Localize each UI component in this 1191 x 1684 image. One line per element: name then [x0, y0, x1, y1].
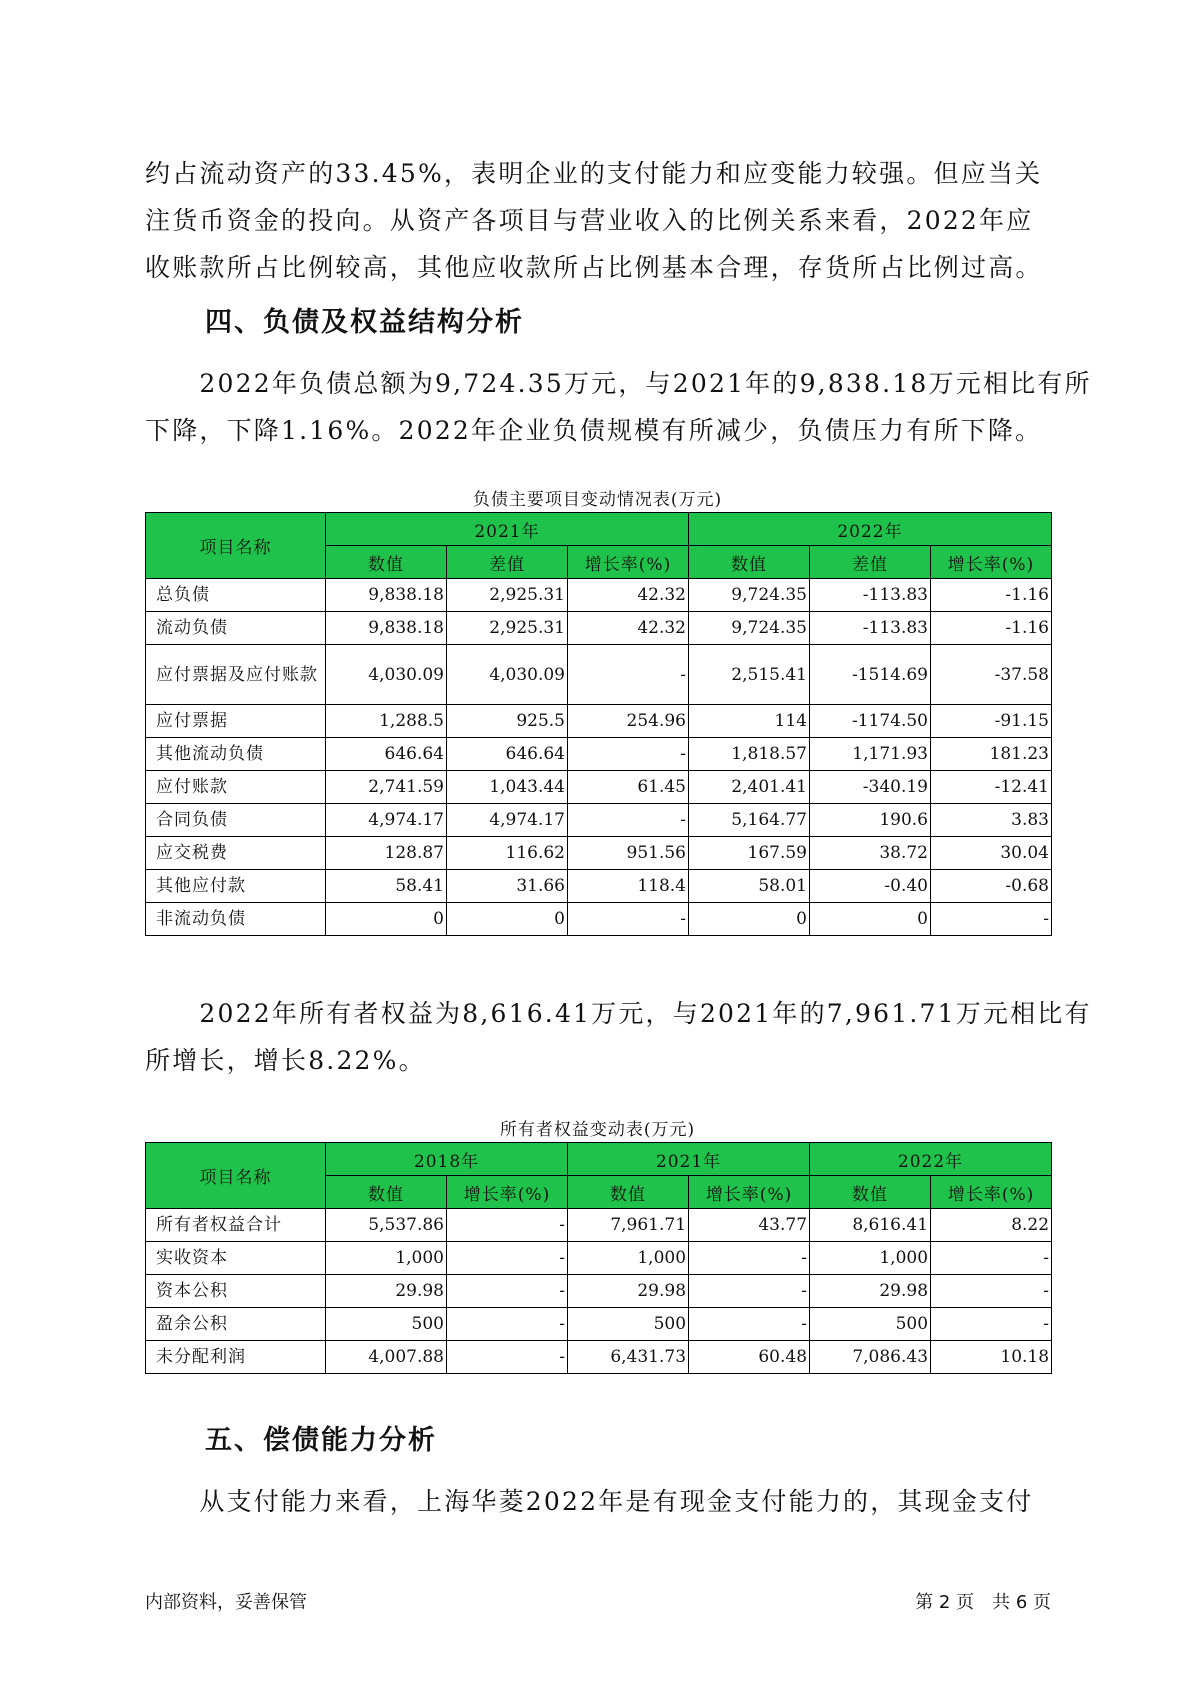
liability-table-body — [146, 579, 1052, 936]
equity-summary-paragraph — [145, 990, 1092, 1084]
paragraph-line: 2022年负债总额为9,724.35万元，与2021年的9,838.18万元相比有所 — [145, 369, 1092, 398]
table-cell: 1,000 — [810, 1242, 931, 1275]
table-cell: 6,431.73 — [568, 1341, 689, 1374]
table-cell: - — [568, 738, 689, 771]
table-row — [146, 738, 1052, 771]
table-cell: - — [447, 1242, 568, 1275]
table-cell: 1,818.57 — [689, 738, 810, 771]
table-row — [146, 1341, 1052, 1374]
table-cell: 9,838.18 — [326, 579, 447, 612]
paragraph-line: 2022年所有者权益为8,616.41万元，与2021年的7,961.71万元相比有 — [145, 999, 1092, 1028]
table-cell: 58.41 — [326, 870, 447, 903]
row-label: 应交税费 — [146, 837, 326, 870]
table-cell: -113.83 — [810, 579, 931, 612]
table-cell: - — [689, 1275, 810, 1308]
table-cell: - — [447, 1275, 568, 1308]
intro-paragraph — [145, 150, 1045, 291]
table-cell: 1,043.44 — [447, 771, 568, 804]
row-label: 盈余公积 — [146, 1308, 326, 1341]
row-label: 其他流动负债 — [146, 738, 326, 771]
row-label: 未分配利润 — [146, 1341, 326, 1374]
table-row — [146, 903, 1052, 936]
table-cell: 1,000 — [568, 1242, 689, 1275]
table-row — [146, 870, 1052, 903]
item-name-header: 项目名称 — [146, 513, 326, 579]
sub-header: 增长率(%) — [689, 1176, 810, 1209]
table-row — [146, 645, 1052, 705]
sub-header: 差值 — [810, 546, 931, 579]
solvency-paragraph — [145, 1478, 1045, 1525]
table-cell: 42.32 — [568, 579, 689, 612]
table-cell: 31.66 — [447, 870, 568, 903]
table-cell: 8.22 — [931, 1209, 1052, 1242]
sub-header: 增长率(%) — [447, 1176, 568, 1209]
table-cell: 0 — [326, 903, 447, 936]
table-cell: 3.83 — [931, 804, 1052, 837]
equity-table — [145, 1142, 1052, 1374]
table-cell: - — [689, 1308, 810, 1341]
table-cell: 60.48 — [689, 1341, 810, 1374]
table-cell: - — [568, 645, 689, 705]
table-row — [146, 705, 1052, 738]
table-cell: 5,164.77 — [689, 804, 810, 837]
row-label: 应付票据 — [146, 705, 326, 738]
table-cell: 2,515.41 — [689, 645, 810, 705]
table-cell: - — [931, 1308, 1052, 1341]
sub-header: 增长率(%) — [931, 546, 1052, 579]
table-cell: 254.96 — [568, 705, 689, 738]
table-row — [146, 804, 1052, 837]
table-cell: 5,537.86 — [326, 1209, 447, 1242]
liability-table — [145, 512, 1052, 936]
table-cell: 0 — [447, 903, 568, 936]
table-row — [146, 1275, 1052, 1308]
table-cell: 10.18 — [931, 1341, 1052, 1374]
sub-header: 数值 — [689, 546, 810, 579]
table-cell: 8,616.41 — [810, 1209, 931, 1242]
table-cell: 9,724.35 — [689, 579, 810, 612]
table-cell: 29.98 — [326, 1275, 447, 1308]
sub-header: 数值 — [810, 1176, 931, 1209]
table-cell: - — [447, 1209, 568, 1242]
footer-page-number: 第 2 页 共 6 页 — [915, 1592, 1051, 1613]
table-cell: 29.98 — [810, 1275, 931, 1308]
sub-header: 增长率(%) — [931, 1176, 1052, 1209]
sub-header: 数值 — [326, 1176, 447, 1209]
table-row — [146, 612, 1052, 645]
table-cell: 500 — [810, 1308, 931, 1341]
table-cell: 4,030.09 — [447, 645, 568, 705]
table-cell: - — [931, 1242, 1052, 1275]
year-header: 2021年 — [326, 513, 689, 546]
table-cell: 9,724.35 — [689, 612, 810, 645]
table-cell: -1.16 — [931, 579, 1052, 612]
row-label: 流动负债 — [146, 612, 326, 645]
table-row — [146, 837, 1052, 870]
table-cell: 951.56 — [568, 837, 689, 870]
table-cell: -1174.50 — [810, 705, 931, 738]
row-label: 其他应付款 — [146, 870, 326, 903]
table-cell: 0 — [810, 903, 931, 936]
row-label: 实收资本 — [146, 1242, 326, 1275]
table-cell: - — [568, 804, 689, 837]
table-cell: -0.40 — [810, 870, 931, 903]
table-cell: 0 — [689, 903, 810, 936]
item-name-header: 项目名称 — [146, 1143, 326, 1209]
sub-header: 增长率(%) — [568, 546, 689, 579]
table-cell: 4,030.09 — [326, 645, 447, 705]
table-cell: 7,086.43 — [810, 1341, 931, 1374]
table-row — [146, 1242, 1052, 1275]
table-cell: 61.45 — [568, 771, 689, 804]
table-cell: 190.6 — [810, 804, 931, 837]
table-cell: -1.16 — [931, 612, 1052, 645]
table-cell: 2,925.31 — [447, 579, 568, 612]
table-cell: - — [447, 1308, 568, 1341]
table-cell: 118.4 — [568, 870, 689, 903]
table-cell: - — [447, 1341, 568, 1374]
table-row — [146, 579, 1052, 612]
row-label: 合同负债 — [146, 804, 326, 837]
table-row — [146, 771, 1052, 804]
sub-header: 数值 — [568, 1176, 689, 1209]
table-cell: 2,925.31 — [447, 612, 568, 645]
table-cell: 167.59 — [689, 837, 810, 870]
row-label: 应付账款 — [146, 771, 326, 804]
intro-line: 收账款所占比例较高，其他应收款所占比例基本合理，存货所占比例过高。 — [145, 253, 1043, 282]
paragraph-line: 从支付能力来看，上海华菱2022年是有现金支付能力的，其现金支付 — [145, 1487, 1034, 1516]
table-cell: -37.58 — [931, 645, 1052, 705]
row-label: 非流动负债 — [146, 903, 326, 936]
table-cell: -91.15 — [931, 705, 1052, 738]
table-cell: 1,288.5 — [326, 705, 447, 738]
table-cell: 7,961.71 — [568, 1209, 689, 1242]
row-label: 应付票据及应付账款 — [146, 645, 326, 705]
table-cell: 2,401.41 — [689, 771, 810, 804]
row-label: 总负债 — [146, 579, 326, 612]
table-cell: - — [931, 1275, 1052, 1308]
year-header: 2022年 — [689, 513, 1052, 546]
table-cell: 114 — [689, 705, 810, 738]
intro-line: 注货币资金的投向。从资产各项目与营业收入的比例关系来看，2022年应 — [145, 206, 1034, 235]
table-cell: -12.41 — [931, 771, 1052, 804]
section-5-heading: 五、偿债能力分析 — [205, 1425, 437, 1456]
table-cell: 2,741.59 — [326, 771, 447, 804]
table-cell: 1,000 — [326, 1242, 447, 1275]
paragraph-line: 下降，下降1.16%。2022年企业负债规模有所减少，负债压力有所下降。 — [145, 416, 1043, 445]
table-cell: - — [568, 903, 689, 936]
table-cell: -340.19 — [810, 771, 931, 804]
table-cell: 4,007.88 — [326, 1341, 447, 1374]
table-cell: 30.04 — [931, 837, 1052, 870]
table-cell: 4,974.17 — [447, 804, 568, 837]
table-cell: 500 — [326, 1308, 447, 1341]
table-cell: 4,974.17 — [326, 804, 447, 837]
section-4-heading: 四、负债及权益结构分析 — [205, 307, 524, 338]
table-cell: 646.64 — [447, 738, 568, 771]
row-label: 资本公积 — [146, 1275, 326, 1308]
liability-table-caption: 负债主要项目变动情况表(万元) — [472, 490, 723, 510]
table-cell: 1,171.93 — [810, 738, 931, 771]
paragraph-line: 所增长，增长8.22%。 — [145, 1046, 426, 1075]
table-cell: -1514.69 — [810, 645, 931, 705]
year-header: 2022年 — [810, 1143, 1052, 1176]
table-cell: 181.23 — [931, 738, 1052, 771]
table-cell: 38.72 — [810, 837, 931, 870]
table-row — [146, 1308, 1052, 1341]
table-cell: 9,838.18 — [326, 612, 447, 645]
table-cell: 29.98 — [568, 1275, 689, 1308]
liability-summary-paragraph — [145, 360, 1092, 454]
row-label: 所有者权益合计 — [146, 1209, 326, 1242]
table-cell: -0.68 — [931, 870, 1052, 903]
table-row — [146, 1209, 1052, 1242]
table-cell: 42.32 — [568, 612, 689, 645]
equity-table-body — [146, 1209, 1052, 1374]
intro-line: 约占流动资产的33.45%，表明企业的支付能力和应变能力较强。但应当关 — [145, 159, 1043, 188]
table-cell: 116.62 — [447, 837, 568, 870]
table-cell: 646.64 — [326, 738, 447, 771]
footer-confidential-note: 内部资料，妥善保管 — [145, 1592, 307, 1613]
table-cell: -113.83 — [810, 612, 931, 645]
year-header: 2018年 — [326, 1143, 568, 1176]
table-cell: 58.01 — [689, 870, 810, 903]
table-cell: - — [931, 903, 1052, 936]
table-cell: - — [689, 1242, 810, 1275]
table-cell: 43.77 — [689, 1209, 810, 1242]
sub-header: 差值 — [447, 546, 568, 579]
table-cell: 925.5 — [447, 705, 568, 738]
sub-header: 数值 — [326, 546, 447, 579]
table-cell: 128.87 — [326, 837, 447, 870]
equity-table-caption: 所有者权益变动表(万元) — [499, 1120, 696, 1140]
year-header: 2021年 — [568, 1143, 810, 1176]
table-cell: 500 — [568, 1308, 689, 1341]
